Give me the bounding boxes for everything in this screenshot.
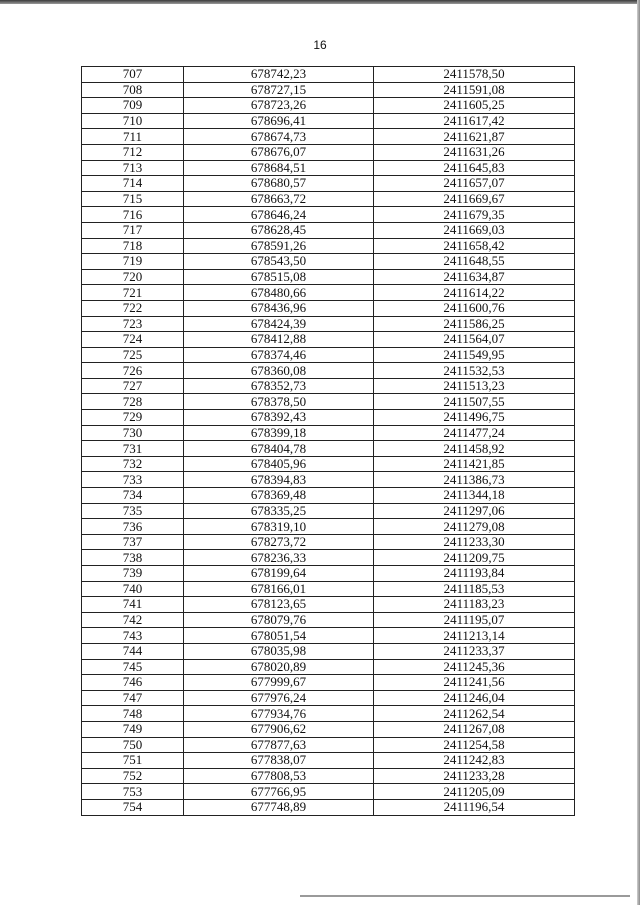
x-coordinate-cell: 678723,26 xyxy=(184,98,374,114)
y-coordinate-cell: 2411245,36 xyxy=(374,659,575,675)
table-row xyxy=(82,799,575,815)
point-number-cell: 723 xyxy=(82,316,184,332)
x-coordinate-cell: 678696,41 xyxy=(184,113,374,129)
point-number-cell: 745 xyxy=(82,659,184,675)
x-coordinate-cell: 678543,50 xyxy=(184,254,374,270)
point-number-cell: 737 xyxy=(82,534,184,550)
point-number-cell: 743 xyxy=(82,628,184,644)
table-row xyxy=(82,488,575,504)
point-number-cell: 741 xyxy=(82,597,184,613)
x-coordinate-cell: 678123,65 xyxy=(184,597,374,613)
table-row xyxy=(82,675,575,691)
table-row xyxy=(82,659,575,675)
x-coordinate-cell: 678676,07 xyxy=(184,144,374,160)
point-number-cell: 719 xyxy=(82,254,184,270)
point-number-cell: 754 xyxy=(82,799,184,815)
point-number-cell: 708 xyxy=(82,82,184,98)
table-row xyxy=(82,67,575,83)
point-number-cell: 747 xyxy=(82,690,184,706)
point-number-cell: 752 xyxy=(82,768,184,784)
point-number-cell: 716 xyxy=(82,207,184,223)
point-number-cell: 712 xyxy=(82,144,184,160)
x-coordinate-cell: 677999,67 xyxy=(184,675,374,691)
y-coordinate-cell: 2411617,42 xyxy=(374,113,575,129)
point-number-cell: 710 xyxy=(82,113,184,129)
point-number-cell: 725 xyxy=(82,347,184,363)
point-number-cell: 721 xyxy=(82,285,184,301)
y-coordinate-cell: 2411496,75 xyxy=(374,410,575,426)
table-row xyxy=(82,534,575,550)
point-number-cell: 749 xyxy=(82,721,184,737)
x-coordinate-cell: 678628,45 xyxy=(184,222,374,238)
table-row xyxy=(82,628,575,644)
table-row xyxy=(82,285,575,301)
x-coordinate-cell: 677906,62 xyxy=(184,721,374,737)
point-number-cell: 718 xyxy=(82,238,184,254)
y-coordinate-cell: 2411297,06 xyxy=(374,503,575,519)
y-coordinate-cell: 2411458,92 xyxy=(374,441,575,457)
x-coordinate-cell: 678591,26 xyxy=(184,238,374,254)
table-row xyxy=(82,207,575,223)
point-number-cell: 728 xyxy=(82,394,184,410)
x-coordinate-cell: 677934,76 xyxy=(184,706,374,722)
y-coordinate-cell: 2411246,04 xyxy=(374,690,575,706)
point-number-cell: 729 xyxy=(82,410,184,426)
x-coordinate-cell: 678199,64 xyxy=(184,566,374,582)
point-number-cell: 711 xyxy=(82,129,184,145)
x-coordinate-cell: 678436,96 xyxy=(184,300,374,316)
point-number-cell: 733 xyxy=(82,472,184,488)
page-number: 16 xyxy=(313,38,327,52)
table-row xyxy=(82,706,575,722)
x-coordinate-cell: 678674,73 xyxy=(184,129,374,145)
y-coordinate-cell: 2411205,09 xyxy=(374,784,575,800)
point-number-cell: 750 xyxy=(82,737,184,753)
y-coordinate-cell: 2411185,53 xyxy=(374,581,575,597)
table-row xyxy=(82,394,575,410)
point-number-cell: 734 xyxy=(82,488,184,504)
y-coordinate-cell: 2411658,42 xyxy=(374,238,575,254)
point-number-cell: 735 xyxy=(82,503,184,519)
table-row xyxy=(82,456,575,472)
table-row xyxy=(82,410,575,426)
scan-edge-bottom xyxy=(300,895,630,897)
y-coordinate-cell: 2411621,87 xyxy=(374,129,575,145)
table-row xyxy=(82,581,575,597)
y-coordinate-cell: 2411242,83 xyxy=(374,753,575,769)
x-coordinate-cell: 678236,33 xyxy=(184,550,374,566)
point-number-cell: 727 xyxy=(82,378,184,394)
table-row xyxy=(82,363,575,379)
x-coordinate-cell: 678319,10 xyxy=(184,519,374,535)
y-coordinate-cell: 2411578,50 xyxy=(374,67,575,83)
x-coordinate-cell: 677748,89 xyxy=(184,799,374,815)
x-coordinate-cell: 677976,24 xyxy=(184,690,374,706)
x-coordinate-cell: 678646,24 xyxy=(184,207,374,223)
point-number-cell: 732 xyxy=(82,456,184,472)
point-number-cell: 748 xyxy=(82,706,184,722)
y-coordinate-cell: 2411279,08 xyxy=(374,519,575,535)
y-coordinate-cell: 2411196,54 xyxy=(374,799,575,815)
point-number-cell: 709 xyxy=(82,98,184,114)
y-coordinate-cell: 2411183,23 xyxy=(374,597,575,613)
y-coordinate-cell: 2411233,37 xyxy=(374,643,575,659)
table-row xyxy=(82,98,575,114)
point-number-cell: 751 xyxy=(82,753,184,769)
y-coordinate-cell: 2411657,07 xyxy=(374,176,575,192)
scan-edge-top xyxy=(0,0,640,4)
point-number-cell: 730 xyxy=(82,425,184,441)
point-number-cell: 742 xyxy=(82,612,184,628)
x-coordinate-cell: 678020,89 xyxy=(184,659,374,675)
point-number-cell: 714 xyxy=(82,176,184,192)
x-coordinate-cell: 678742,23 xyxy=(184,67,374,83)
x-coordinate-cell: 678369,48 xyxy=(184,488,374,504)
y-coordinate-cell: 2411344,18 xyxy=(374,488,575,504)
table-row xyxy=(82,300,575,316)
y-coordinate-cell: 2411241,56 xyxy=(374,675,575,691)
table-row xyxy=(82,737,575,753)
x-coordinate-cell: 677838,07 xyxy=(184,753,374,769)
point-number-cell: 707 xyxy=(82,67,184,83)
y-coordinate-cell: 2411600,76 xyxy=(374,300,575,316)
y-coordinate-cell: 2411614,22 xyxy=(374,285,575,301)
x-coordinate-cell: 678394,83 xyxy=(184,472,374,488)
y-coordinate-cell: 2411477,24 xyxy=(374,425,575,441)
y-coordinate-cell: 2411213,14 xyxy=(374,628,575,644)
x-coordinate-cell: 678035,98 xyxy=(184,643,374,659)
table-row xyxy=(82,129,575,145)
point-number-cell: 726 xyxy=(82,363,184,379)
table-row xyxy=(82,519,575,535)
y-coordinate-cell: 2411513,23 xyxy=(374,378,575,394)
y-coordinate-cell: 2411549,95 xyxy=(374,347,575,363)
point-number-cell: 739 xyxy=(82,566,184,582)
y-coordinate-cell: 2411267,08 xyxy=(374,721,575,737)
x-coordinate-cell: 678663,72 xyxy=(184,191,374,207)
table-row xyxy=(82,753,575,769)
y-coordinate-cell: 2411507,55 xyxy=(374,394,575,410)
table-row xyxy=(82,144,575,160)
x-coordinate-cell: 678166,01 xyxy=(184,581,374,597)
y-coordinate-cell: 2411564,07 xyxy=(374,332,575,348)
x-coordinate-cell: 678727,15 xyxy=(184,82,374,98)
y-coordinate-cell: 2411209,75 xyxy=(374,550,575,566)
y-coordinate-cell: 2411254,58 xyxy=(374,737,575,753)
y-coordinate-cell: 2411193,84 xyxy=(374,566,575,582)
table-row xyxy=(82,550,575,566)
table-row xyxy=(82,768,575,784)
point-number-cell: 724 xyxy=(82,332,184,348)
point-number-cell: 731 xyxy=(82,441,184,457)
y-coordinate-cell: 2411233,28 xyxy=(374,768,575,784)
table-row xyxy=(82,472,575,488)
point-number-cell: 717 xyxy=(82,222,184,238)
y-coordinate-cell: 2411648,55 xyxy=(374,254,575,270)
y-coordinate-cell: 2411195,07 xyxy=(374,612,575,628)
x-coordinate-cell: 678480,66 xyxy=(184,285,374,301)
table-row xyxy=(82,113,575,129)
x-coordinate-cell: 677877,63 xyxy=(184,737,374,753)
x-coordinate-cell: 678684,51 xyxy=(184,160,374,176)
table-row xyxy=(82,597,575,613)
point-number-cell: 744 xyxy=(82,643,184,659)
x-coordinate-cell: 678392,43 xyxy=(184,410,374,426)
table-row xyxy=(82,643,575,659)
table-row xyxy=(82,269,575,285)
point-number-cell: 738 xyxy=(82,550,184,566)
x-coordinate-cell: 678680,57 xyxy=(184,176,374,192)
y-coordinate-cell: 2411631,26 xyxy=(374,144,575,160)
y-coordinate-cell: 2411532,53 xyxy=(374,363,575,379)
y-coordinate-cell: 2411586,25 xyxy=(374,316,575,332)
x-coordinate-cell: 677808,53 xyxy=(184,768,374,784)
table-row xyxy=(82,721,575,737)
table-row xyxy=(82,254,575,270)
table-row xyxy=(82,378,575,394)
y-coordinate-cell: 2411421,85 xyxy=(374,456,575,472)
point-number-cell: 736 xyxy=(82,519,184,535)
y-coordinate-cell: 2411262,54 xyxy=(374,706,575,722)
x-coordinate-cell: 678273,72 xyxy=(184,534,374,550)
table-row xyxy=(82,160,575,176)
point-number-cell: 740 xyxy=(82,581,184,597)
coordinates-table-body xyxy=(82,67,575,816)
table-row xyxy=(82,222,575,238)
table-row xyxy=(82,316,575,332)
x-coordinate-cell: 678051,54 xyxy=(184,628,374,644)
table-row xyxy=(82,690,575,706)
x-coordinate-cell: 678079,76 xyxy=(184,612,374,628)
y-coordinate-cell: 2411386,73 xyxy=(374,472,575,488)
x-coordinate-cell: 678424,39 xyxy=(184,316,374,332)
x-coordinate-cell: 677766,95 xyxy=(184,784,374,800)
point-number-cell: 720 xyxy=(82,269,184,285)
table-row xyxy=(82,441,575,457)
x-coordinate-cell: 678412,88 xyxy=(184,332,374,348)
point-number-cell: 713 xyxy=(82,160,184,176)
table-row xyxy=(82,82,575,98)
x-coordinate-cell: 678404,78 xyxy=(184,441,374,457)
point-number-cell: 746 xyxy=(82,675,184,691)
y-coordinate-cell: 2411591,08 xyxy=(374,82,575,98)
y-coordinate-cell: 2411605,25 xyxy=(374,98,575,114)
table-row xyxy=(82,612,575,628)
x-coordinate-cell: 678515,08 xyxy=(184,269,374,285)
y-coordinate-cell: 2411233,30 xyxy=(374,534,575,550)
table-row xyxy=(82,425,575,441)
x-coordinate-cell: 678405,96 xyxy=(184,456,374,472)
table-row xyxy=(82,503,575,519)
x-coordinate-cell: 678374,46 xyxy=(184,347,374,363)
y-coordinate-cell: 2411645,83 xyxy=(374,160,575,176)
x-coordinate-cell: 678399,18 xyxy=(184,425,374,441)
y-coordinate-cell: 2411634,87 xyxy=(374,269,575,285)
y-coordinate-cell: 2411679,35 xyxy=(374,207,575,223)
y-coordinate-cell: 2411669,03 xyxy=(374,222,575,238)
y-coordinate-cell: 2411669,67 xyxy=(374,191,575,207)
table-row xyxy=(82,332,575,348)
x-coordinate-cell: 678378,50 xyxy=(184,394,374,410)
x-coordinate-cell: 678352,73 xyxy=(184,378,374,394)
x-coordinate-cell: 678335,25 xyxy=(184,503,374,519)
point-number-cell: 753 xyxy=(82,784,184,800)
table-row xyxy=(82,176,575,192)
point-number-cell: 722 xyxy=(82,300,184,316)
coordinates-table xyxy=(81,66,575,816)
table-row xyxy=(82,347,575,363)
point-number-cell: 715 xyxy=(82,191,184,207)
table-row xyxy=(82,191,575,207)
table-row xyxy=(82,566,575,582)
table-row xyxy=(82,238,575,254)
table-row xyxy=(82,784,575,800)
x-coordinate-cell: 678360,08 xyxy=(184,363,374,379)
